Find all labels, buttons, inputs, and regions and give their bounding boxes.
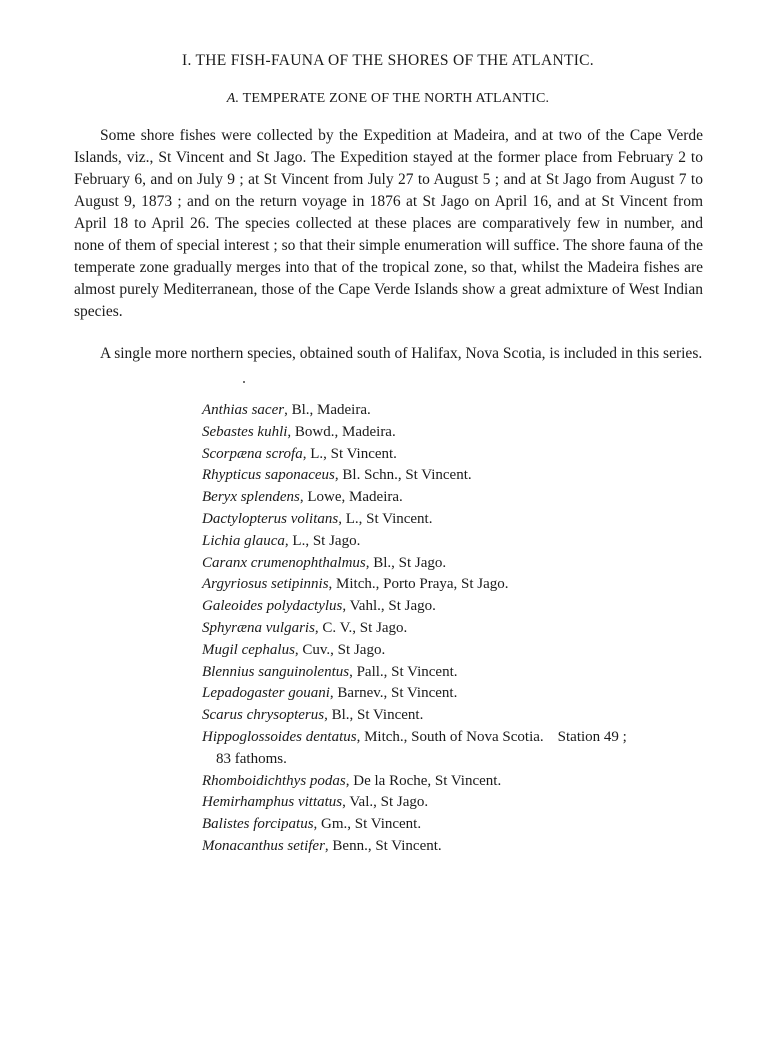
species-name: Monacanthus setifer [202, 837, 325, 854]
species-item [202, 444, 722, 466]
species-detail: , De la Roche, St Vincent. [345, 772, 502, 789]
section-title: TEMPERATE ZONE OF THE NORTH ATLANTIC. [239, 91, 550, 106]
species-detail: , L., St Vincent. [302, 445, 397, 462]
species-name: Rhypticus saponaceus [202, 467, 335, 484]
species-name: Lepadogaster gouani [202, 685, 330, 702]
species-detail: , Gm., St Vincent. [313, 816, 422, 833]
species-item [202, 422, 722, 444]
species-item [202, 662, 722, 684]
section-letter: A. [226, 91, 240, 106]
species-name: Balistes forcipatus [202, 816, 314, 833]
species-name: Sebastes kuhli [202, 423, 288, 440]
species-item [202, 792, 722, 814]
species-name: Anthias sacer [202, 402, 285, 418]
species-detail: , Barnev., St Vincent. [329, 685, 458, 702]
species-name: Hemirhamphus vittatus [202, 794, 343, 811]
section-heading [0, 91, 776, 107]
species-item [202, 531, 722, 553]
species-name: Argyriosus setipinnis [202, 576, 329, 593]
species-name: Scarus chrysopterus [202, 707, 325, 724]
species-item [202, 705, 722, 727]
species-detail: , Bl., St Vincent. [324, 707, 424, 724]
species-name: Caranx crumenophthalmus [202, 554, 366, 571]
species-item [202, 400, 722, 422]
northern-species-paragraph: A single more northern species, obtained south of Halifax, Nova Scotia, is included in this series. [100, 345, 703, 362]
species-detail: , Bl., Madeira. [284, 402, 371, 418]
species-item [202, 727, 722, 771]
print-speck [243, 381, 245, 383]
species-item [202, 618, 722, 640]
species-item [202, 596, 722, 618]
species-detail: , Val., St Jago. [342, 794, 429, 811]
species-name: Mugil cephalus [202, 641, 295, 658]
species-name: Hippoglossoides dentatus [202, 728, 357, 745]
station-depth: 83 fathoms. [216, 750, 287, 767]
species-detail: , Benn., St Vincent. [324, 837, 442, 854]
page-title: I. THE FISH-FAUNA OF THE SHORES OF THE ATLANTIC. [182, 52, 594, 69]
species-name: Galeoides polydactylus [202, 598, 343, 615]
species-detail: , Cuv., St Jago. [294, 641, 386, 658]
species-name: Rhomboidichthys podas [202, 772, 346, 789]
species-name: Beryx splendens [202, 489, 300, 506]
species-detail: , Bl. Schn., St Vincent. [334, 467, 472, 484]
species-detail: , C. V., St Jago. [314, 619, 408, 636]
species-name: Scorpæna scrofa [202, 445, 303, 462]
species-item [202, 574, 722, 596]
station-number: Station 49 ; [557, 728, 627, 745]
species-item [202, 553, 722, 575]
intro-paragraph: Some shore fishes were collected by the Expedition at Madeira, and at two of the Cape Verde Islands, viz., St Vincent and St Jago. The Expedition stayed at the former place from February 2 to February 6, and on July 9 ; at St Vincent from July 27 to August 5 ; and at St Jago from August 7 to August 9, 1873 ; and on the return voyage in 1876 at St Jago on April 16, and at St Vincent from April 18 to April 26. The species collected at these places are comparatively few in number, and none of them of special interest ; so that their simple enumeration will suffice. The shore fauna of the temperate zone gradually merges into that of the tropical zone, so that, whilst the Madeira fishes are almost purely Mediterranean, those of the Cape Verde Islands show a great admixture of West Indian species. [74, 127, 703, 320]
species-name: Sphyræna vulgaris [202, 619, 315, 636]
species-detail: , Mitch., Porto Praya, St Jago. [328, 576, 509, 593]
species-item [202, 487, 722, 509]
species-item [202, 640, 722, 662]
species-item [202, 836, 722, 858]
species-item [202, 814, 722, 836]
species-detail: , L., St Jago. [284, 532, 361, 549]
species-detail: , Pall., St Vincent. [349, 663, 458, 680]
species-detail: , Bowd., Madeira. [287, 423, 396, 440]
species-name: Dactylopterus volitans [202, 510, 339, 527]
species-detail: , Bl., St Jago. [365, 554, 447, 571]
species-name: Blennius sanguinolentus [202, 663, 350, 680]
species-detail: , Lowe, Madeira. [299, 489, 403, 506]
species-item [202, 771, 722, 793]
species-name: Lichia glauca [202, 532, 285, 549]
species-detail: , Mitch., South of Nova Scotia. [356, 728, 544, 745]
species-item [202, 509, 722, 531]
species-list [202, 400, 722, 858]
species-detail: , L., St Vincent. [338, 510, 433, 527]
species-item [202, 465, 722, 487]
species-item [202, 683, 722, 705]
species-detail: , Vahl., St Jago. [342, 598, 436, 615]
